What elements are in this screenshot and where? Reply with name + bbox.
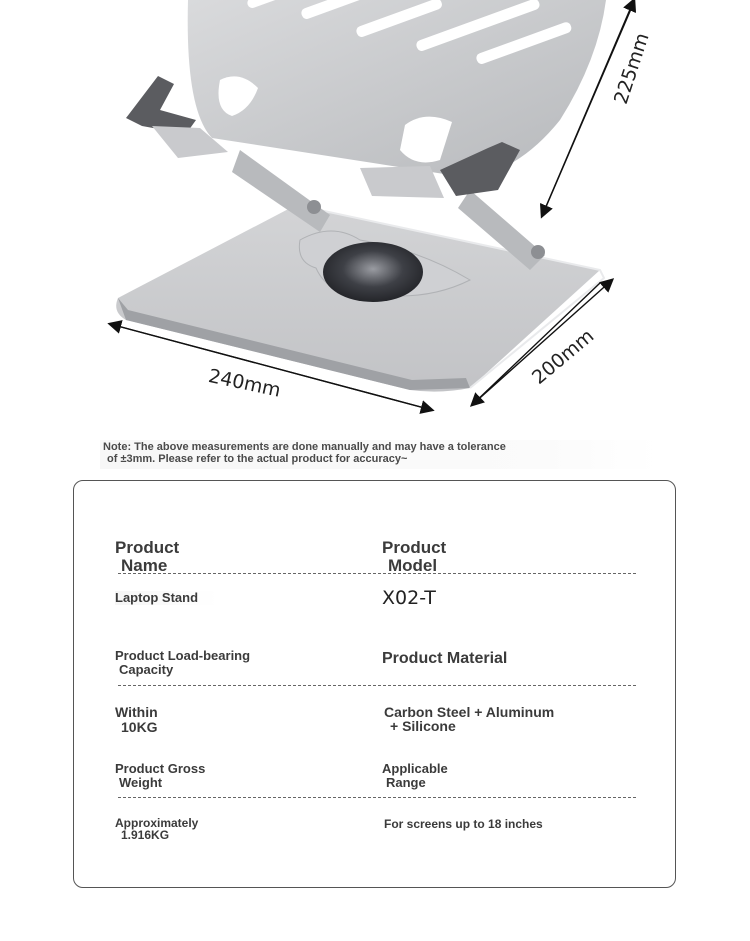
- divider: [118, 797, 636, 798]
- height-dimension-label: 225mm: [610, 30, 654, 107]
- gross-weight-label: Product Gross Weight: [115, 761, 206, 790]
- measurement-note: [100, 440, 659, 469]
- load-capacity-label: Product Load-bearing Capacity: [115, 648, 251, 677]
- applicable-range-value: For screens up to 18 inches: [384, 817, 543, 831]
- product-name-value: Laptop Stand: [115, 591, 218, 605]
- product-model-label: Product Model: [382, 538, 447, 575]
- product-name-label: Product Name: [115, 538, 180, 575]
- material-label: Product Material: [382, 650, 508, 667]
- product-model-value: X02-T: [382, 587, 436, 609]
- applicable-range-label: Applicable Range: [382, 761, 448, 790]
- load-capacity-value: Within 10KG: [115, 704, 158, 735]
- specifications-panel: [73, 480, 676, 888]
- depth-dimension-label: 200mm: [528, 324, 599, 389]
- note-line-1: Note: The above measurements are done manually and may have a tolerance: [103, 441, 506, 453]
- width-dimension-label: 240mm: [206, 365, 283, 402]
- top-plate: [188, 0, 606, 178]
- material-value: Carbon Steel + Aluminum + Silicone: [384, 704, 555, 734]
- gross-weight-value: Approximately 1.916KG: [115, 816, 199, 842]
- divider: [118, 685, 636, 686]
- note-line-2: of ±3mm. Please refer to the actual product for accuracy~: [107, 453, 408, 465]
- divider: [118, 573, 636, 574]
